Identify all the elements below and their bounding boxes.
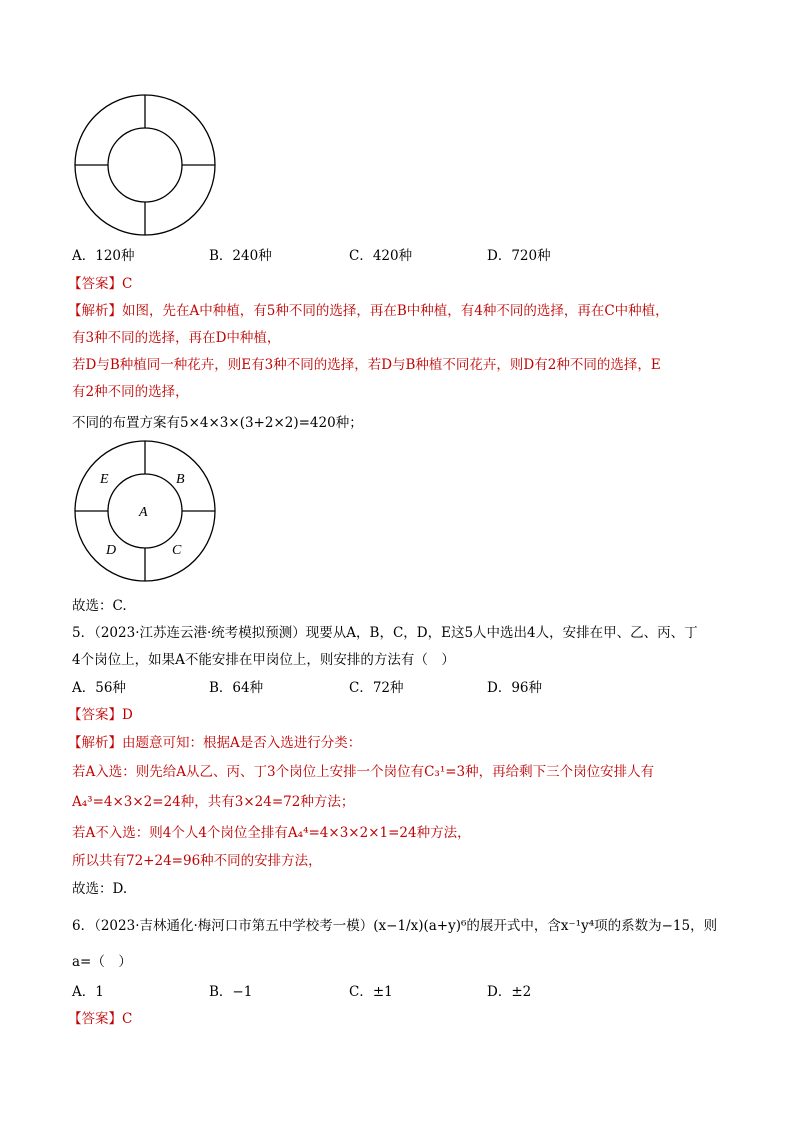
q5-options xyxy=(72,676,672,696)
q4-conclusion: 故选：C. xyxy=(72,598,127,614)
analysis-tag: 【解析】 xyxy=(68,735,122,751)
q6-answer xyxy=(68,1007,132,1027)
q6-stem-line-2: a=（ ） xyxy=(72,954,132,970)
q6-stem-line-1: 6．（2023·吉林通化·梅河口市第五中学校考一模）(x−1/x)(a+y)⁶的展开式中，含x⁻¹y⁴项的系数为−15，则 xyxy=(72,918,718,934)
ring-label-c: C xyxy=(172,543,182,558)
q5-analysis-line-3: A₄³=4×3×2=24种，共有3×24=72种方法； xyxy=(72,794,355,810)
q4-analysis-line-5: 不同的布置方案有5×4×3×(3+2×2)=420种； xyxy=(72,415,363,431)
q5-option-a: A．56种 xyxy=(72,680,126,696)
ring-label-a: A xyxy=(139,505,148,520)
q5-analysis-line-2: 若A入选：则先给A从乙、丙、丁3个岗位上安排一个岗位有C₃¹=3种，再给剩下三个岗位安排人有 xyxy=(72,764,655,780)
ring-label-b: B xyxy=(176,472,185,487)
ring-label-d: D xyxy=(106,543,117,558)
q4-option-b: B．240种 xyxy=(209,248,272,264)
q6-option-d: D．±2 xyxy=(487,984,532,1000)
answer-value: C xyxy=(122,1011,133,1027)
answer-tag: 【答案】 xyxy=(68,1011,122,1027)
ring-figure-plain xyxy=(72,94,218,236)
q4-option-c: C．420种 xyxy=(349,248,413,264)
q5-analysis-line-4: 若A不入选：则4个人4个岗位全排有A₄⁴=4×3×2×1=24种方法， xyxy=(72,825,471,841)
answer-value: C xyxy=(122,276,133,292)
q5-analysis-line-5: 所以共有72+24=96种不同的安排方法， xyxy=(72,853,322,869)
q4-options xyxy=(72,244,672,264)
ring-figure-labeled xyxy=(72,440,218,582)
q5-conclusion: 故选：D. xyxy=(72,881,128,897)
q6-option-a: A．1 xyxy=(72,984,104,1000)
answer-value: D xyxy=(122,707,133,723)
answer-tag: 【答案】 xyxy=(68,707,122,723)
q6-option-c: C．±1 xyxy=(349,984,393,1000)
analysis-text: 如图，先在A中种植，有5种不同的选择，再在B中种植，有4种不同的选择，再在C中种植， xyxy=(122,303,669,319)
q5-option-d: D．96种 xyxy=(487,680,543,696)
q4-analysis-line-3: 若D与B种植同一种花卉，则E有3种不同的选择，若D与B种植不同花卉，则D有2种不同的选择，E xyxy=(72,357,661,373)
q6-options xyxy=(72,980,672,1000)
q4-option-a: A．120种 xyxy=(72,248,135,264)
analysis-text: 由题意可知：根据A是否入选进行分类： xyxy=(122,735,362,751)
q5-stem-line-1: 5．（2023·江苏连云港·统考模拟预测）现要从A，B，C，D，E这5人中选出4人，安排在甲、乙、丙、丁 xyxy=(72,625,698,641)
q4-analysis-line-2: 有3种不同的选择，再在D中种植， xyxy=(72,330,281,346)
q4-answer xyxy=(68,272,132,292)
q5-stem-line-2: 4个岗位上，如果A不能安排在甲岗位上，则安排的方法有（ ） xyxy=(72,652,455,668)
q5-option-b: B．64种 xyxy=(209,680,264,696)
q4-analysis-line-4: 有2种不同的选择， xyxy=(72,384,189,400)
q5-analysis-line-1 xyxy=(68,731,361,751)
q5-answer xyxy=(68,703,133,723)
analysis-tag: 【解析】 xyxy=(68,303,122,319)
ring-label-e: E xyxy=(100,472,109,487)
q4-analysis-line-1 xyxy=(68,299,669,319)
q4-option-d: D．720种 xyxy=(487,248,551,264)
answer-tag: 【答案】 xyxy=(68,276,122,292)
q5-option-c: C．72种 xyxy=(349,680,404,696)
q6-option-b: B．−1 xyxy=(209,984,253,1000)
